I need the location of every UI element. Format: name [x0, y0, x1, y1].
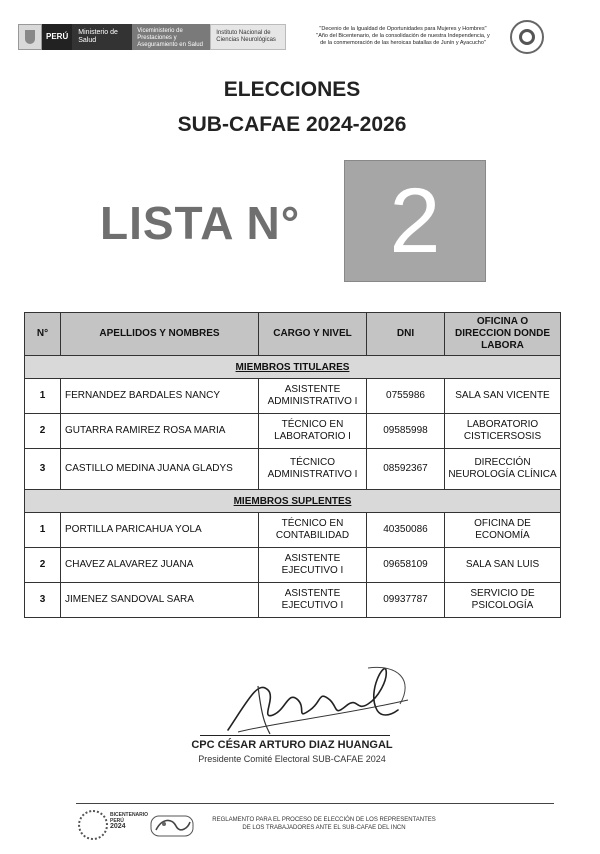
row-oficina: LABORATORIO CISTICERSOSIS — [445, 414, 561, 449]
table-header-row — [25, 313, 561, 356]
row-dni: 08592367 — [367, 449, 445, 490]
row-cargo: ASISTENTE EJECUTIVO I — [259, 583, 367, 618]
decree-line-3: de la conmemoración de las heroicas batallas de Junín y Ayacucho" — [320, 40, 486, 46]
row-oficina: SERVICIO DE PSICOLOGÍA — [445, 583, 561, 618]
row-cargo: ASISTENTE ADMINISTRATIVO I — [259, 379, 367, 414]
bicentenario-logo-icon — [78, 810, 108, 840]
row-num: 3 — [25, 583, 61, 618]
row-num: 1 — [25, 379, 61, 414]
footer-divider — [76, 803, 554, 804]
reglamento-line-2: DE LOS TRABAJADORES ANTE EL SUB-CAFAE DEL INCN — [242, 825, 406, 831]
lista-number: 2 — [389, 169, 441, 272]
row-dni: 40350086 — [367, 513, 445, 548]
lista-label: LISTA N° — [100, 197, 301, 249]
peru-label: PERÚ — [42, 24, 72, 50]
row-name: GUTARRA RAMIREZ ROSA MARIA — [61, 414, 259, 449]
institute-label: Instituto Nacional de Ciencias Neurológicas — [210, 24, 286, 50]
title-sub-cafae: SUB-CAFAE 2024-2026 — [177, 113, 407, 136]
row-name: PORTILLA PARICAHUA YOLA — [61, 513, 259, 548]
row-cargo: ASISTENTE EJECUTIVO I — [259, 548, 367, 583]
row-cargo: TÉCNICO EN CONTABILIDAD — [259, 513, 367, 548]
row-name: JIMENEZ SANDOVAL SARA — [61, 583, 259, 618]
signer-name: CPC CÉSAR ARTURO DIAZ HUANGAL — [191, 739, 393, 751]
bicentenario-year: 2024 — [110, 823, 126, 830]
header-oficina: OFICINA O DIRECCION DONDE LABORA — [445, 313, 561, 356]
header-names: APELLIDOS Y NOMBRES — [61, 313, 259, 356]
section-titulares-label: MIEMBROS TITULARES — [25, 356, 561, 379]
members-table — [24, 312, 561, 618]
header-cargo: CARGO Y NIVEL — [259, 313, 367, 356]
coat-of-arms-icon — [18, 24, 42, 50]
table-row — [25, 449, 561, 490]
row-oficina: SALA SAN VICENTE — [445, 379, 561, 414]
footer-reglamento — [206, 816, 442, 832]
government-logo — [18, 24, 286, 50]
row-cargo: TÉCNICO ADMINISTRATIVO I — [259, 449, 367, 490]
handwritten-signature — [218, 660, 418, 740]
section-suplentes-label: MIEMBROS SUPLENTES — [25, 490, 561, 513]
row-name: FERNANDEZ BARDALES NANCY — [61, 379, 259, 414]
institute-seal-icon — [510, 20, 544, 54]
row-dni: 0755986 — [367, 379, 445, 414]
lista-number-box — [344, 160, 486, 282]
table-row — [25, 379, 561, 414]
decree-line-1: "Decenio de la Igualdad de Oportunidades para Mujeres y Hombres" — [319, 26, 487, 32]
row-name: CHAVEZ ALAVAREZ JUANA — [61, 548, 259, 583]
table-row — [25, 414, 561, 449]
section-row-suplentes — [25, 490, 561, 513]
signer-role: Presidente Comité Electoral SUB-CAFAE 2024 — [198, 754, 386, 764]
row-dni: 09658109 — [367, 548, 445, 583]
row-oficina: DIRECCIÓN NEUROLOGÍA CLÍNICA — [445, 449, 561, 490]
decree-line-2: "Año del Bicentenario, de la consolidación de nuestra Independencia, y — [316, 33, 490, 39]
reglamento-line-1: REGLAMENTO PARA EL PROCESO DE ELECCIÓN DE LOS REPRESENTANTES — [212, 817, 436, 823]
table-row — [25, 513, 561, 548]
row-name: CASTILLO MEDINA JUANA GLADYS — [61, 449, 259, 490]
pasche-logo-icon — [150, 812, 194, 838]
row-num: 1 — [25, 513, 61, 548]
table-row — [25, 583, 561, 618]
table-row — [25, 548, 561, 583]
row-num: 3 — [25, 449, 61, 490]
row-oficina: SALA SAN LUIS — [445, 548, 561, 583]
title-elecciones: ELECCIONES — [223, 78, 361, 101]
row-dni: 09937787 — [367, 583, 445, 618]
signature-line — [200, 735, 390, 736]
ministry-label: Ministerio de Salud — [72, 24, 132, 50]
row-oficina: OFICINA DE ECONOMÍA — [445, 513, 561, 548]
letterhead — [18, 24, 584, 64]
decree-text — [303, 26, 503, 47]
viceministry-label: Viceministerio de Prestaciones y Aseguramiento en Salud — [132, 24, 210, 50]
bicentenario-text: BICENTENARIO PERÚ — [110, 812, 149, 824]
header-dni: DNI — [367, 313, 445, 356]
bicentenario-label — [110, 812, 150, 830]
row-cargo: TÉCNICO EN LABORATORIO I — [259, 414, 367, 449]
section-row-titulares — [25, 356, 561, 379]
row-dni: 09585998 — [367, 414, 445, 449]
row-num: 2 — [25, 548, 61, 583]
header-num: N° — [25, 313, 61, 356]
row-num: 2 — [25, 414, 61, 449]
